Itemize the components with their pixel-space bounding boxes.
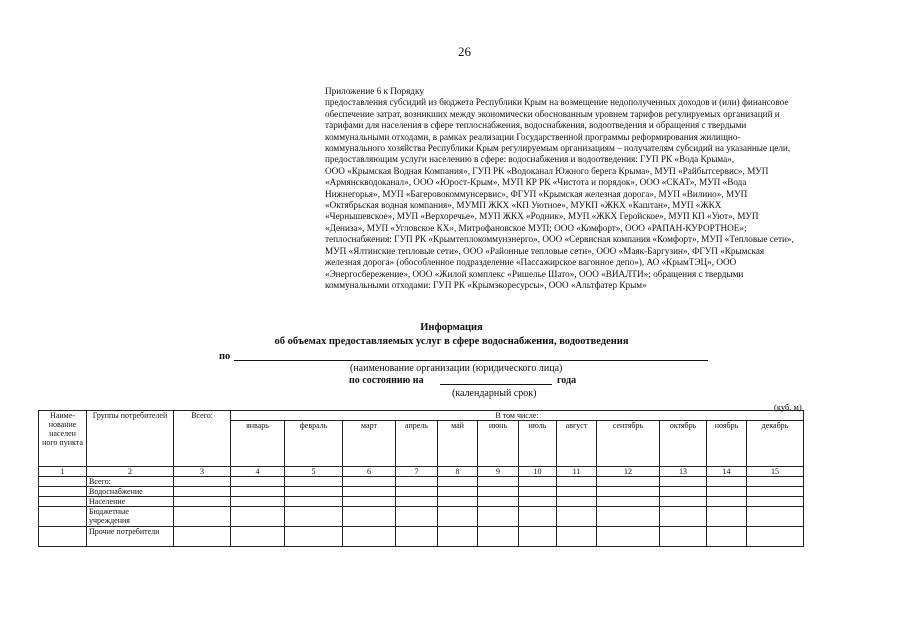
state-prefix: по состоянию на xyxy=(349,375,424,386)
appendix-line: коммунальными отходами, в рамках реализации Государственной программы реформирования жилищно- xyxy=(325,131,741,142)
column-number: 11 xyxy=(557,467,597,477)
appendix-line: «Октябрьская водная компания», МУМП ЖКХ «КП Уютное», МУКП «ЖКХ «Каштан», МУП «ЖКХ xyxy=(325,200,722,211)
table-row xyxy=(39,497,804,507)
appendix-line: предоставляющим услуги населению в сфере: водоснабжения и водоотведения: ГУП РК «Вода Крыма», xyxy=(325,154,735,165)
appendix-header xyxy=(325,86,855,291)
header-month: октябрь xyxy=(660,421,707,467)
column-number: 12 xyxy=(597,467,660,477)
table-row xyxy=(39,477,804,487)
appendix-line: предоставления субсидий из бюджета Республики Крым на возмещение недополученных доходов и (или) финансовое xyxy=(325,97,789,108)
column-number: 10 xyxy=(519,467,557,477)
column-number: 7 xyxy=(396,467,438,477)
row-label: Прочие потребители xyxy=(87,527,174,547)
appendix-line: «Дениза», МУП «Угловское КХ», Митрофановское МУП; ООО «Комфорт», ООО «РАПАН-КУРОРТНОЕ»; xyxy=(325,222,747,233)
column-number: 5 xyxy=(285,467,343,477)
header-month: июнь xyxy=(478,421,519,467)
header-month: январь xyxy=(231,421,285,467)
table-row xyxy=(39,527,804,547)
header-month: июль xyxy=(519,421,557,467)
appendix-line: ООО «Крымская Водная Компания», ГУП РК «Водоканал Южного берега Крыма», МУП «Райбытсервис», МУП xyxy=(325,165,769,176)
column-number: 14 xyxy=(707,467,747,477)
period-caption: (календарный срок) xyxy=(452,388,537,399)
org-name-field[interactable] xyxy=(234,360,708,361)
header-month: сентябрь xyxy=(597,421,660,467)
header-including: В том числе: xyxy=(231,411,804,421)
date-field[interactable] xyxy=(440,384,552,385)
info-subtitle: об объемах предоставляемых услуг в сфере водоснабжения, водоотведения xyxy=(274,336,629,347)
appendix-line: железная дорога» (обособленное подразделение «Пассажирское вагонное депо»), АО «КрымТЭЦ», ООО xyxy=(325,257,737,268)
header-month: февраль xyxy=(285,421,343,467)
header-month: март xyxy=(343,421,396,467)
header-month: май xyxy=(438,421,478,467)
org-caption: (наименование организации (юридического лица) xyxy=(350,363,563,374)
services-table xyxy=(38,410,804,547)
header-settlement: Наиме-нование населен ного пункта xyxy=(39,411,87,467)
appendix-line: «Энергосбережение», ООО «Жилой комплекс «Ришелье Шато», ООО «ВИАЛТИ»; обращения с твердыми xyxy=(325,268,744,279)
appendix-line: коммунального хозяйства Республики Крым регулируемым организациям – получателям субсидий на указанные цели, xyxy=(325,143,791,154)
column-number: 2 xyxy=(87,467,174,477)
po-label: по xyxy=(219,351,231,362)
header-month: август xyxy=(557,421,597,467)
header-groups: Группы потребителей xyxy=(87,411,174,467)
column-number: 8 xyxy=(438,467,478,477)
appendix-line: коммунальными отходами: ГУП РК «Крымэкоресурсы», ООО «Альтфатер Крым» xyxy=(325,279,647,290)
page-number: 26 xyxy=(458,44,471,59)
column-number: 4 xyxy=(231,467,285,477)
column-number: 15 xyxy=(747,467,804,477)
appendix-line: Приложение 6 к Порядку xyxy=(325,86,424,96)
column-number: 6 xyxy=(343,467,396,477)
units-label: (куб. м) xyxy=(774,402,802,412)
appendix-line: «Армянскводоканал», ООО «Юрост-Крым», МУП КР РК «Чистота и порядок», ООО «СКАТ», МУП «Вода xyxy=(325,177,747,188)
header-month: декабрь xyxy=(747,421,804,467)
column-number: 1 xyxy=(39,467,87,477)
table-row xyxy=(39,487,804,497)
row-label: Население xyxy=(87,497,174,507)
header-total: Всего: xyxy=(174,411,231,467)
table-row xyxy=(39,507,804,527)
appendix-line: Нижнегорья», МУП «Багеровокоммунсервис», ФГУП «Крымская железная дорога», МУП «Вилино», МУП xyxy=(325,188,748,199)
header-month: ноябрь xyxy=(707,421,747,467)
appendix-line: теплоснабжения: ГУП РК «Крымтеплокоммунэнерго», ООО «Сервисная компания «Комфорт», МУП «Тепловые сети», xyxy=(325,234,794,245)
row-label: Всего: xyxy=(87,477,174,487)
appendix-line: обеспечение затрат, возникших между экономически обоснованным уровнем тарифов регулируемых организаций и xyxy=(325,108,780,119)
header-month: апрель xyxy=(396,421,438,467)
row-label: Водоснабжение xyxy=(87,487,174,497)
column-number: 3 xyxy=(174,467,231,477)
column-number: 9 xyxy=(478,467,519,477)
appendix-line: МУП «Ялтинские тепловые сети», ООО «Районные тепловые сети», ООО «Маяк-Баргузин», ФГУП «Крымская xyxy=(325,245,765,256)
appendix-line: тарифами для населения в сфере теплоснабжения, водоснабжения, водоотведения и обращения с твердыми xyxy=(325,120,747,131)
info-title: Информация xyxy=(420,322,483,333)
column-numbers-row xyxy=(39,467,804,477)
state-suffix: года xyxy=(557,375,577,386)
appendix-line: «Чернышевское», МУП «Верхоречье», МУП ЖКХ «Родник», МУП «ЖКХ Геройское», МУП КП «Уют», МУП xyxy=(325,211,759,222)
row-label: Бюджетные учреждения xyxy=(87,507,174,527)
column-number: 13 xyxy=(660,467,707,477)
